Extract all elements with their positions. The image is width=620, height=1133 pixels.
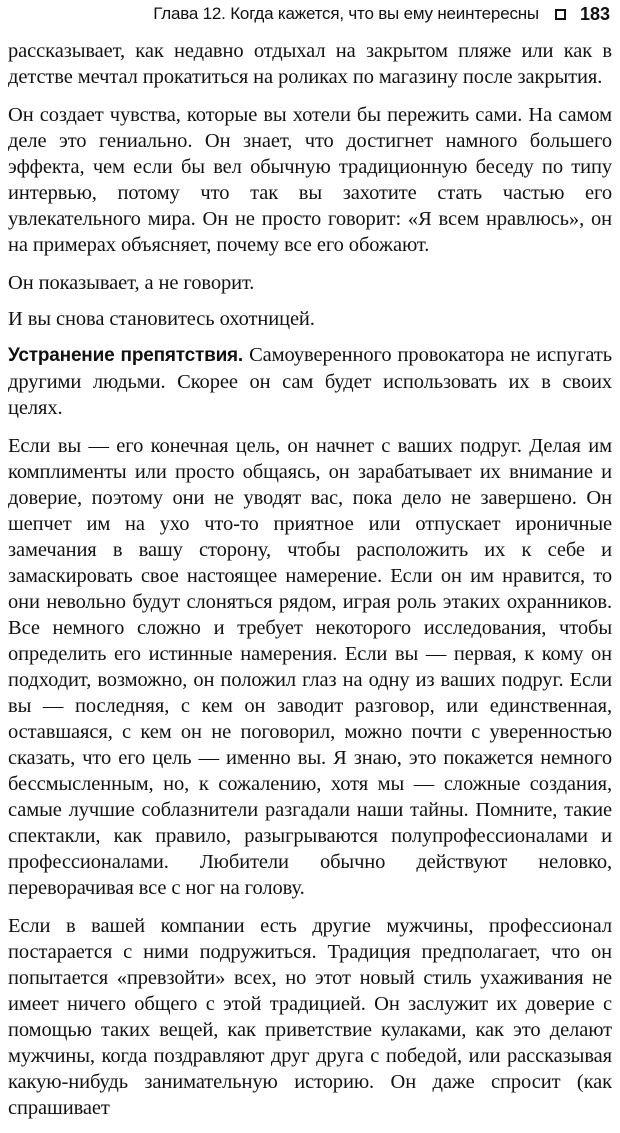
paragraph-text: Самоуверенного провокатора не испугать другими людьми. Скорее он сам будет использовать их в своих целях. [8,344,612,419]
paragraph [8,306,612,332]
chapter-title: Глава 12. Когда кажется, что вы ему неинтересны [153,4,539,23]
square-outline-icon [555,9,566,20]
body-text [8,38,612,1133]
paragraph-text: Он создает чувства, которые вы хотели бы пережить сами. На самом деле это гениально. Он знает, что достигнет намного большего эффекта, чем если бы вел обычную традиционную беседу по типу интервью, потому что так вы захотите стать частью его увлекательного мира. Он не просто говорит: «Я всем нравлюсь», он на примерах объясняет, почему все его обожают. [8,104,612,256]
paragraph-text: Он показывает, а не говорит. [8,272,255,294]
paragraph [8,342,612,421]
paragraph [8,433,612,901]
paragraph [8,270,612,296]
paragraph-text: рассказывает, как недавно отдыхал на закрытом пляже или как в детстве мечтал прокатиться на роликах по магазину после закрытия. [8,40,612,88]
running-header [153,2,610,26]
run-in-heading: Устранение препятствия. [8,345,244,366]
paragraph [8,102,612,258]
paragraph [8,38,612,90]
paragraph [8,913,612,1121]
paragraph-text: Если вы — его конечная цель, он начнет с ваших подруг. Делая им комплименты или просто общаясь, он зарабатывает их внимание и доверие, поэтому они не уводят вас, пока дело не завершено. Он шепчет им на ухо что-то приятное или отпускает ироничные замечания в вашу сторону, чтобы расположить их к себе и замаскировать свое настоящее намерение. Если он им нравится, то они невольно будут слоняться рядом, играя роль этаких охранников. Все немного сложно и требует некоторого исследования, чтобы определить его истинные намерения. Если вы — первая, к кому он подходит, возможно, он положил глаз на одну из ваших подруг. Если вы — последняя, с кем он заводит разговор, или единственная, оставшаяся, с кем он не поговорил, можно почти с уверенностью сказать, что его цель — именно вы. Я знаю, это покажется немного бессмысленным, но, к сожалению, хотя мы — сложные создания, самые лучшие соблазнители разгадали наши тайны. Помните, такие спектакли, как правило, разыгрываются полупрофессионалами и профессионалами. Любители обычно действуют неловко, переворачивая все с ног на голову. [8,435,612,899]
paragraph-text: И вы снова становитесь охотницей. [8,308,315,330]
paragraph-text: Если в вашей компании есть другие мужчины, профессионал постарается с ними подружиться. Традиция предполагает, что он попытается «превзойти» всех, но этот новый стиль ухаживания не имеет ничего общего с этой традицией. Он заслужит их доверие с помощью таких вещей, как приветствие кулаками, как это делают мужчины, когда поздравляют друг друга с победой, или рассказывая какую-нибудь занимательную историю. Он даже спросит (как спрашивает [8,915,612,1119]
page-number: 183 [579,4,610,24]
